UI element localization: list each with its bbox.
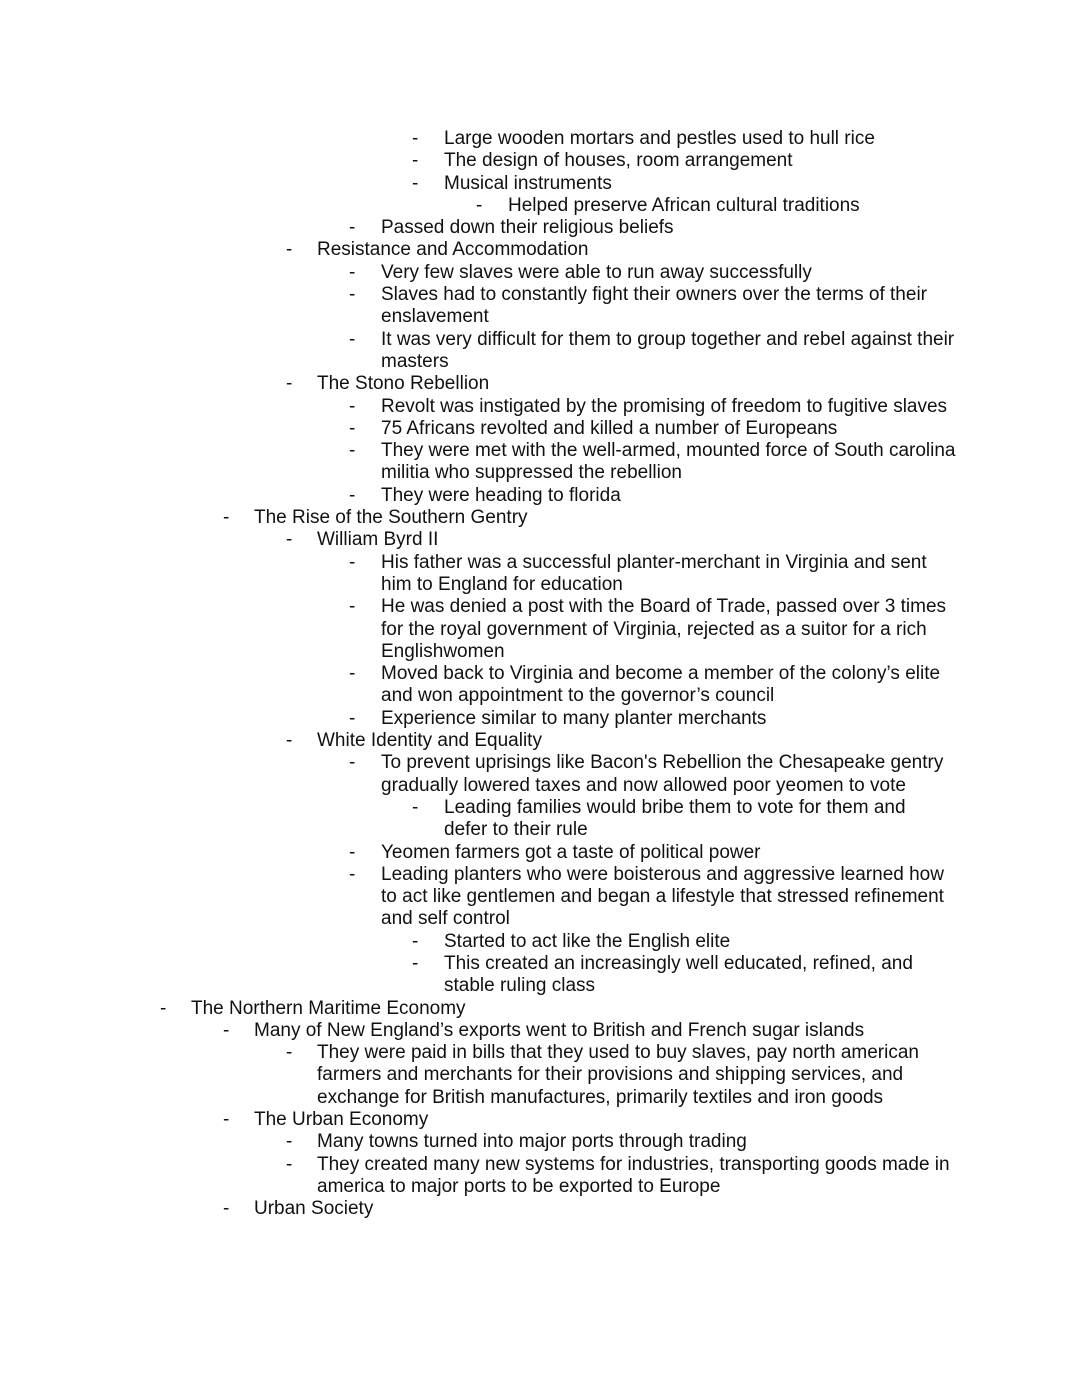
dash-bullet-icon: - (349, 596, 356, 618)
bullet-item (0, 1154, 1080, 1199)
bullet-text: 75 Africans revolted and killed a number of Europeans (381, 417, 838, 439)
bullet-text: Revolt was instigated by the promising of freedom to fugitive slaves (381, 395, 948, 417)
dash-bullet-icon: - (286, 730, 293, 752)
bullet-text: The Urban Economy (254, 1109, 429, 1131)
bullet-text: William Byrd II (317, 529, 439, 551)
dash-bullet-icon: - (412, 128, 419, 149)
bullet-item (0, 262, 1080, 284)
dash-bullet-icon: - (349, 863, 356, 885)
bullet-text: Started to act like the English elite (444, 930, 731, 952)
bullet-text: Helped preserve African cultural traditions (508, 194, 860, 216)
dash-bullet-icon: - (349, 395, 356, 417)
dash-bullet-icon: - (349, 417, 356, 439)
dash-bullet-icon: - (412, 952, 419, 974)
bullet-text: Many of New England’s exports went to British and French sugar islands (254, 1019, 865, 1041)
bullet-item (0, 797, 1080, 842)
dash-bullet-icon: - (286, 1131, 293, 1153)
bullet-text: Leading planters who were boisterous and aggressive learned how to act like gentlemen and began a lifestyle that stressed refinement and self control (381, 863, 944, 930)
bullet-text: Passed down their religious beliefs (381, 217, 674, 239)
bullet-text: The Rise of the Southern Gentry (254, 507, 528, 529)
bullet-text: To prevent uprisings like Bacon's Rebellion the Chesapeake gentry gradually lowered taxes and now allowed poor yeomen to vote (381, 752, 944, 796)
dash-bullet-icon: - (349, 217, 356, 239)
dash-bullet-icon: - (223, 1198, 230, 1220)
bullet-item (0, 931, 1080, 953)
bullet-text: Experience similar to many planter merchants (381, 707, 767, 729)
bullet-text: They were paid in bills that they used to buy slaves, pay north american farmers and merchants for their provisions and shipping services, and exchange for British manufactures, primarily textiles and iron goods (317, 1042, 919, 1108)
dash-bullet-icon: - (476, 194, 483, 216)
bullet-item (0, 663, 1080, 708)
bullet-text: They were heading to florida (381, 484, 621, 506)
bullet-text: Large wooden mortars and pestles used to hull rice (444, 128, 875, 149)
bullet-text: It was very difficult for them to group together and rebel against their masters (381, 328, 955, 372)
dash-bullet-icon: - (223, 1109, 230, 1131)
bullet-item (0, 329, 1080, 374)
bullet-item (0, 195, 1080, 217)
bullet-text: Slaves had to constantly fight their owners over the terms of their enslavement (381, 284, 927, 328)
dash-bullet-icon: - (412, 172, 419, 194)
bullet-item (0, 842, 1080, 864)
bullet-text: Resistance and Accommodation (317, 239, 589, 261)
dash-bullet-icon: - (349, 328, 356, 350)
bullet-item (0, 507, 1080, 529)
dash-bullet-icon: - (286, 1042, 293, 1064)
notes-document (0, 128, 1080, 1221)
dash-bullet-icon: - (349, 440, 356, 462)
bullet-item (0, 552, 1080, 597)
bullet-text: Moved back to Virginia and become a member of the colony’s elite and won appointment to the governor’s council (381, 663, 941, 707)
bullet-item (0, 596, 1080, 663)
bullet-text: White Identity and Equality (317, 730, 542, 752)
bullet-text: He was denied a post with the Board of Trade, passed over 3 times for the royal government of Virginia, rejected as a suitor for a rich Englishwomen (381, 596, 947, 662)
dash-bullet-icon: - (349, 551, 356, 573)
dash-bullet-icon: - (286, 373, 293, 395)
bullet-item (0, 440, 1080, 485)
bullet-item (0, 730, 1080, 752)
dash-bullet-icon: - (223, 507, 230, 529)
bullet-item (0, 150, 1080, 172)
bullet-item (0, 239, 1080, 261)
bullet-item (0, 284, 1080, 329)
bullet-item (0, 864, 1080, 931)
dash-bullet-icon: - (286, 1153, 293, 1175)
bullet-item (0, 217, 1080, 239)
bullet-item (0, 485, 1080, 507)
bullet-text: The design of houses, room arrangement (444, 150, 793, 172)
bullet-text: They were met with the well-armed, mounted force of South carolina militia who suppressed the rebellion (381, 440, 956, 484)
bullet-item (0, 752, 1080, 797)
dash-bullet-icon: - (349, 261, 356, 283)
bullet-text: Leading families would bribe them to vote for them and defer to their rule (444, 796, 906, 841)
bullet-item (0, 1020, 1080, 1042)
bullet-item (0, 529, 1080, 551)
dash-bullet-icon: - (412, 150, 419, 172)
bullet-text: Musical instruments (444, 172, 612, 194)
dash-bullet-icon: - (160, 997, 167, 1019)
dash-bullet-icon: - (349, 752, 356, 774)
bullet-text: Many towns turned into major ports through trading (317, 1131, 747, 1153)
bullet-text: This created an increasingly well educated, refined, and stable ruling class (444, 952, 913, 997)
dash-bullet-icon: - (286, 239, 293, 261)
bullet-item (0, 998, 1080, 1020)
bullet-item (0, 128, 1080, 150)
dash-bullet-icon: - (349, 841, 356, 863)
bullet-item (0, 1131, 1080, 1153)
bullet-item (0, 373, 1080, 395)
dash-bullet-icon: - (349, 284, 356, 306)
bullet-text: The Northern Maritime Economy (191, 997, 466, 1019)
bullet-item (0, 396, 1080, 418)
bullet-item (0, 418, 1080, 440)
dash-bullet-icon: - (349, 707, 356, 729)
dash-bullet-icon: - (349, 484, 356, 506)
bullet-text: The Stono Rebellion (317, 373, 490, 395)
bullet-item (0, 708, 1080, 730)
bullet-text: Urban Society (254, 1198, 374, 1220)
dash-bullet-icon: - (412, 796, 419, 818)
bullet-item (0, 1042, 1080, 1109)
dash-bullet-icon: - (412, 930, 419, 952)
bullet-text: His father was a successful planter-merchant in Virginia and sent him to England for education (381, 551, 927, 595)
bullet-item (0, 953, 1080, 998)
bullet-item (0, 173, 1080, 195)
dash-bullet-icon: - (349, 663, 356, 685)
bullet-text: Yeomen farmers got a taste of political power (381, 841, 761, 863)
dash-bullet-icon: - (223, 1019, 230, 1041)
bullet-text: They created many new systems for industries, transporting goods made in america to major ports to be exported to Europe (317, 1153, 950, 1197)
bullet-item (0, 1109, 1080, 1131)
bullet-item (0, 1198, 1080, 1220)
bullet-text: Very few slaves were able to run away successfully (381, 261, 812, 283)
dash-bullet-icon: - (286, 529, 293, 551)
